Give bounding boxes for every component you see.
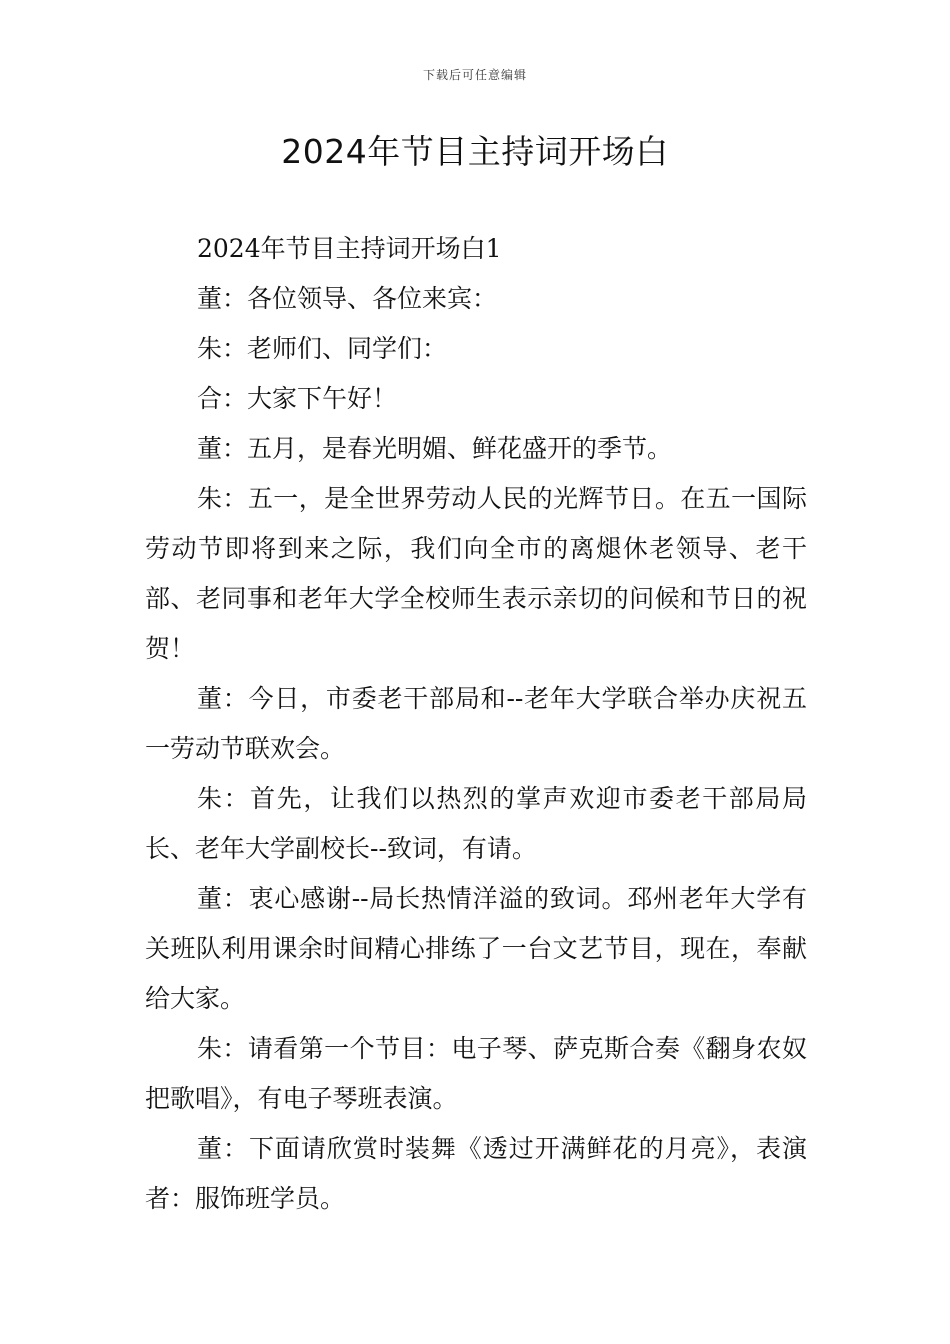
paragraph: 朱：五一，是全世界劳动人民的光辉节日。在五一国际劳动节即将到来之际，我们向全市的离煺休老领导、老干部、老同事和老年大学全校师生表示亲切的问候和节日的祝贺！ <box>145 484 807 663</box>
paragraph: 朱：老师们、同学们： <box>197 334 448 363</box>
paragraph: 合：大家下午好！ <box>197 384 398 413</box>
paragraph: 董：下面请欣赏时装舞《透过开满鲜花的月亮》，表演者：服饰班学员。 <box>145 1134 807 1213</box>
document-body <box>145 224 807 1224</box>
paragraph: 董：今日，市委老干部局和--老年大学联合举办庆祝五一劳动节联欢会。 <box>145 684 807 763</box>
document-title: 2024年节目主持词开场白 <box>281 132 669 171</box>
paragraph: 朱：首先，让我们以热烈的掌声欢迎市委老干部局局长、老年大学副校长--致词，有请。 <box>145 784 807 863</box>
paragraph: 朱：请看第一个节目：电子琴、萨克斯合奏《翻身农奴把歌唱》，有电子琴班表演。 <box>145 1034 807 1113</box>
paragraph: 董：衷心感谢--局长热情洋溢的致词。邳州老年大学有关班队利用课余时间精心排练了一台文艺节目，现在，奉献给大家。 <box>145 884 807 1013</box>
paragraph-subtitle: 2024年节目主持词开场白1 <box>197 234 502 263</box>
paragraph: 董：各位领导、各位来宾： <box>197 284 498 313</box>
header-note: 下载后可任意编辑 <box>422 68 527 82</box>
paragraph: 董：五月，是春光明媚、鲜花盛开的季节。 <box>197 434 673 463</box>
